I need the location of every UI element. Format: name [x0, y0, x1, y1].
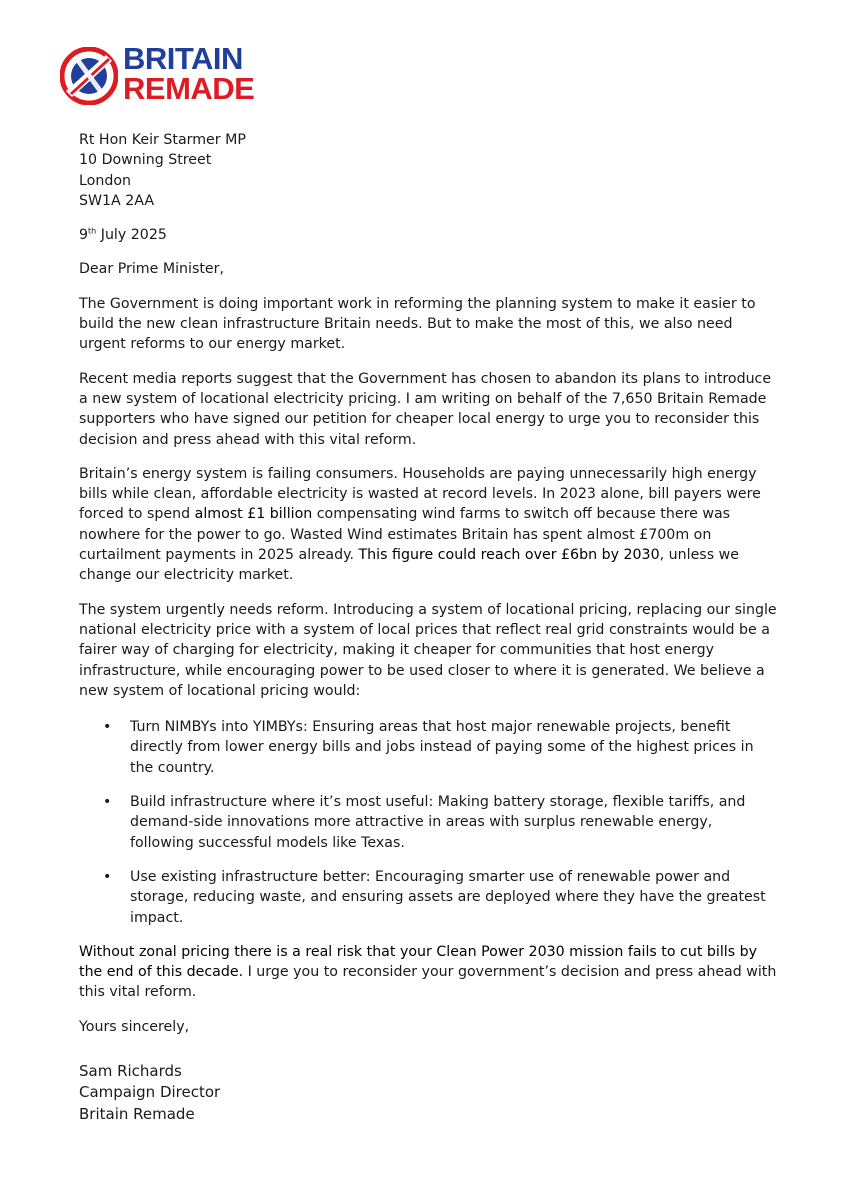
- recipient-address: [79, 130, 779, 211]
- list-item: [79, 867, 779, 928]
- address-line: SW1A 2AA: [79, 192, 155, 209]
- letter-date: [79, 225, 779, 245]
- list-item: [79, 792, 779, 853]
- letter-body: [79, 130, 779, 1125]
- bullet-marker: •: [103, 794, 112, 811]
- list-item-text: Build infrastructure where it’s most useful: Making battery storage, flexible tariffs, and demand-side innovations more attractive in areas with surplus renewable energy, following successful models like Texas.: [130, 794, 746, 851]
- logo-line-britain: BRITAIN: [123, 41, 243, 76]
- paragraph-petition: Recent media reports suggest that the Government has chosen to abandon its plans to introduce a new system of locational electricity pricing. I am writing on behalf of the 7,650 Britain Remade supporters who have signed our petition for cheaper local energy to urge you to reconsider this decision and press ahead with this vital reform.: [79, 370, 772, 448]
- signatory-name: Sam Richards: [79, 1061, 182, 1080]
- signature-block: [79, 1061, 779, 1126]
- link-almost-1-billion[interactable]: almost £1 billion: [194, 506, 313, 523]
- paragraph-text: I urge you to reconsider your government’s decision and press ahead with this vital reform.: [79, 964, 777, 1001]
- paragraph-intro: The Government is doing important work in reforming the planning system to make it easier to build the new clean infrastructure Britain needs. But to make the most of this, we also need urgent reforms to our energy market.: [79, 295, 756, 353]
- link-zonal-pricing-risk[interactable]: Without zonal pricing there is a real risk that your Clean Power 2030 mission fails to cut bills by the end of this decade.: [79, 943, 758, 981]
- date-day: 9: [79, 227, 89, 244]
- address-line: London: [79, 172, 132, 189]
- salutation: Dear Prime Minister,: [79, 261, 224, 278]
- bullet-marker: •: [103, 719, 112, 736]
- link-6bn-by-2030[interactable]: This figure could reach over £6bn by 2030: [358, 547, 660, 564]
- benefits-list: [79, 717, 779, 928]
- paragraph-energy-system: [79, 464, 779, 586]
- paragraph-text: compensating wind farms to switch off because there was nowhere for the power to go. Wasted Wind estimates Britain has spent almost £700m on curtailment payments in 2025 already.: [79, 506, 731, 564]
- paragraph-conclusion: [79, 942, 779, 1003]
- paragraph-text: Britain’s energy system is failing consumers. Households are paying unnecessarily high energy bills while clean, affordable electricity is wasted at record levels. In 2023 alone, bill payers were forced to spend: [79, 465, 761, 523]
- signatory-title: Campaign Director: [79, 1083, 221, 1102]
- date-suffix: th: [88, 226, 97, 236]
- address-line: Rt Hon Keir Starmer MP: [79, 132, 246, 148]
- logo-wordmark: [123, 41, 255, 106]
- date-month-year: July 2025: [96, 227, 167, 244]
- list-item: [79, 717, 779, 778]
- paragraph-text: , unless we change our electricity market.: [79, 547, 739, 584]
- britain-remade-logo: [60, 41, 280, 110]
- roundel-logo-icon: [60, 47, 118, 105]
- list-item-text: Use existing infrastructure better: Encouraging smarter use of renewable power and storage, reducing waste, and ensuring assets are deployed where they have the greatest impact.: [130, 868, 766, 926]
- list-item-text: Turn NIMBYs into YIMBYs: Ensuring areas that host major renewable projects, benefit directly from lower energy bills and jobs instead of paying some of the highest prices in the country.: [130, 719, 754, 776]
- bullet-marker: •: [103, 868, 112, 885]
- closing-phrase: Yours sincerely,: [79, 1018, 190, 1035]
- paragraph-reform: The system urgently needs reform. Introducing a system of locational pricing, replacing our single national electricity price with a system of local prices that reflect real grid constraints would be a fairer way of charging for electricity, making it cheaper for communities that host energy infrastructure, while encouraging power to be used closer to where it is generated. We believe a new system of locational pricing would:: [79, 601, 777, 699]
- signatory-organisation: Britain Remade: [79, 1104, 195, 1123]
- address-line: 10 Downing Street: [79, 152, 212, 169]
- logo-line-remade: REMADE: [123, 71, 255, 106]
